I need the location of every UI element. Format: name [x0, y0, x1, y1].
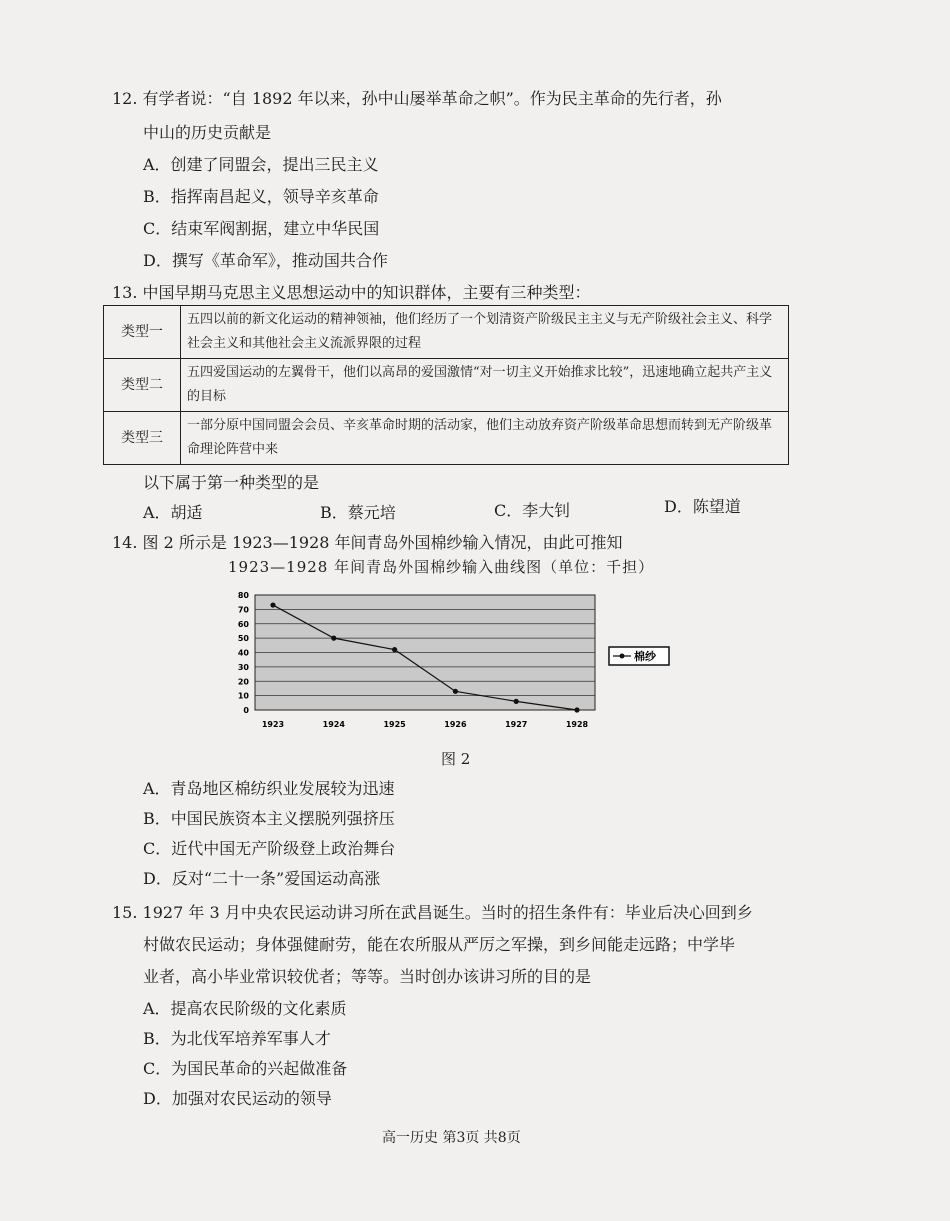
data-point — [453, 689, 458, 694]
y-tick-label: 60 — [237, 619, 249, 629]
y-tick-label: 20 — [237, 677, 249, 687]
q14-option-c: C．近代中国无产阶级登上政治舞台 — [143, 839, 396, 858]
type1-label: 类型一 — [104, 306, 181, 359]
q12-option-a: A．创建了同盟会，提出三民主义 — [143, 155, 379, 174]
q12-stem-text: 有学者说：“自 1892 年以来，孙中山屡举革命之帜”。作为民主革命的先行者，孙 — [142, 89, 722, 108]
y-tick-label: 0 — [243, 706, 249, 715]
q15-option-a: A．提高农民阶级的文化素质 — [143, 999, 347, 1018]
q13-stem — [112, 280, 591, 303]
q14-option-a: A．青岛地区棉纺织业发展较为迅速 — [143, 779, 395, 798]
q12-option-b: B．指挥南昌起义，领导辛亥革命 — [143, 187, 379, 206]
q15-option-b: B．为北伐军培养军事人才 — [143, 1029, 331, 1048]
legend — [609, 647, 669, 665]
x-tick-label: 1923 — [261, 720, 285, 729]
y-tick-label: 70 — [237, 605, 249, 615]
q13-number: 13. — [112, 283, 138, 302]
q15-stem-line1 — [112, 900, 753, 923]
type3-text: 一部分原中国同盟会会员、辛亥革命时期的活动家，他们主动放弃资产阶级革命思想而转到无产阶级革命理论阵营中来 — [181, 412, 789, 465]
x-tick-label: 1925 — [383, 720, 406, 729]
q14-option-d: D．反对“二十一条”爱国运动高涨 — [143, 869, 381, 888]
line-chart — [225, 585, 695, 745]
table-row — [104, 412, 789, 465]
q13-question: 以下属于第一种类型的是 — [143, 473, 320, 492]
q13-option-d: D．陈望道 — [664, 497, 741, 516]
data-point — [392, 647, 397, 652]
type2-text: 五四爱国运动的左翼骨干，他们以高昂的爱国激情“对一切主义开始推求比较”，迅速地确立起共产主义的目标 — [181, 359, 789, 412]
x-tick-label: 1927 — [505, 720, 528, 729]
q12-option-c: C．结束军阀割据，建立中华民国 — [143, 219, 380, 238]
data-point — [514, 699, 519, 704]
q12-option-d: D．撰写《革命军》，推动国共合作 — [143, 251, 388, 270]
data-point — [270, 602, 275, 607]
q13-option-a: A．胡适 — [143, 503, 203, 522]
q12-stem-line2: 中山的历史贡献是 — [143, 123, 272, 142]
y-tick-label: 10 — [237, 691, 249, 701]
q13-option-b: B．蔡元培 — [320, 503, 396, 522]
type3-label: 类型三 — [104, 412, 181, 465]
q15-option-c: C．为国民革命的兴起做准备 — [143, 1059, 348, 1078]
q13-types-table — [103, 305, 789, 465]
q15-stem-text: 1927 年 3 月中央农民运动讲习所在武昌诞生。当时的招生条件有：毕业后决心回到乡 — [142, 903, 753, 922]
x-axis-ticks — [262, 720, 589, 729]
y-tick-label: 40 — [237, 648, 249, 658]
q15-option-d: D．加强对农民运动的领导 — [143, 1089, 332, 1108]
q12-number: 12. — [112, 89, 138, 108]
y-tick-label: 50 — [237, 634, 249, 644]
q14-stem-text: 图 2 所示是 1923—1928 年间青岛外国棉纱输入情况，由此可推知 — [142, 533, 623, 552]
q14-stem — [112, 530, 623, 553]
table-row — [104, 306, 789, 359]
legend-label: 棉纱 — [634, 650, 656, 663]
q14-option-b: B．中国民族资本主义摆脱列强挤压 — [143, 809, 395, 828]
q13-option-c: C．李大钊 — [494, 501, 571, 520]
legend-marker — [620, 654, 625, 659]
q15-number: 15. — [112, 903, 138, 922]
y-axis-ticks — [238, 591, 250, 715]
q13-stem-text: 中国早期马克思主义思想运动中的知识群体，主要有三种类型： — [142, 283, 591, 302]
figure-caption: 图 2 — [441, 750, 471, 768]
q15-stem-line2: 村做农民运动；身体强健耐劳，能在农所服从严厉之军操，到乡间能走远路；中学毕 — [143, 935, 736, 954]
q14-number: 14. — [112, 533, 138, 552]
x-tick-label: 1926 — [444, 720, 467, 729]
type2-label: 类型二 — [104, 359, 181, 412]
q12-stem-line1 — [112, 86, 722, 109]
table-row — [104, 359, 789, 412]
x-tick-label: 1928 — [565, 720, 589, 729]
x-tick-label: 1924 — [322, 720, 345, 729]
page-footer: 高一历史 第3页 共8页 — [382, 1130, 521, 1146]
type1-text: 五四以前的新文化运动的精神领袖，他们经历了一个划清资产阶级民主主义与无产阶级社会主义、科学社会主义和其他社会主义流派界限的过程 — [181, 306, 789, 359]
chart-title: 1923—1928 年间青岛外国棉纱输入曲线图（单位：千担） — [228, 558, 655, 576]
q15-stem-line3: 业者，高小毕业常识较优者；等等。当时创办该讲习所的目的是 — [143, 967, 592, 986]
y-tick-label: 80 — [237, 591, 249, 600]
y-tick-label: 30 — [237, 662, 249, 672]
data-point — [574, 707, 579, 712]
data-point — [331, 636, 336, 641]
